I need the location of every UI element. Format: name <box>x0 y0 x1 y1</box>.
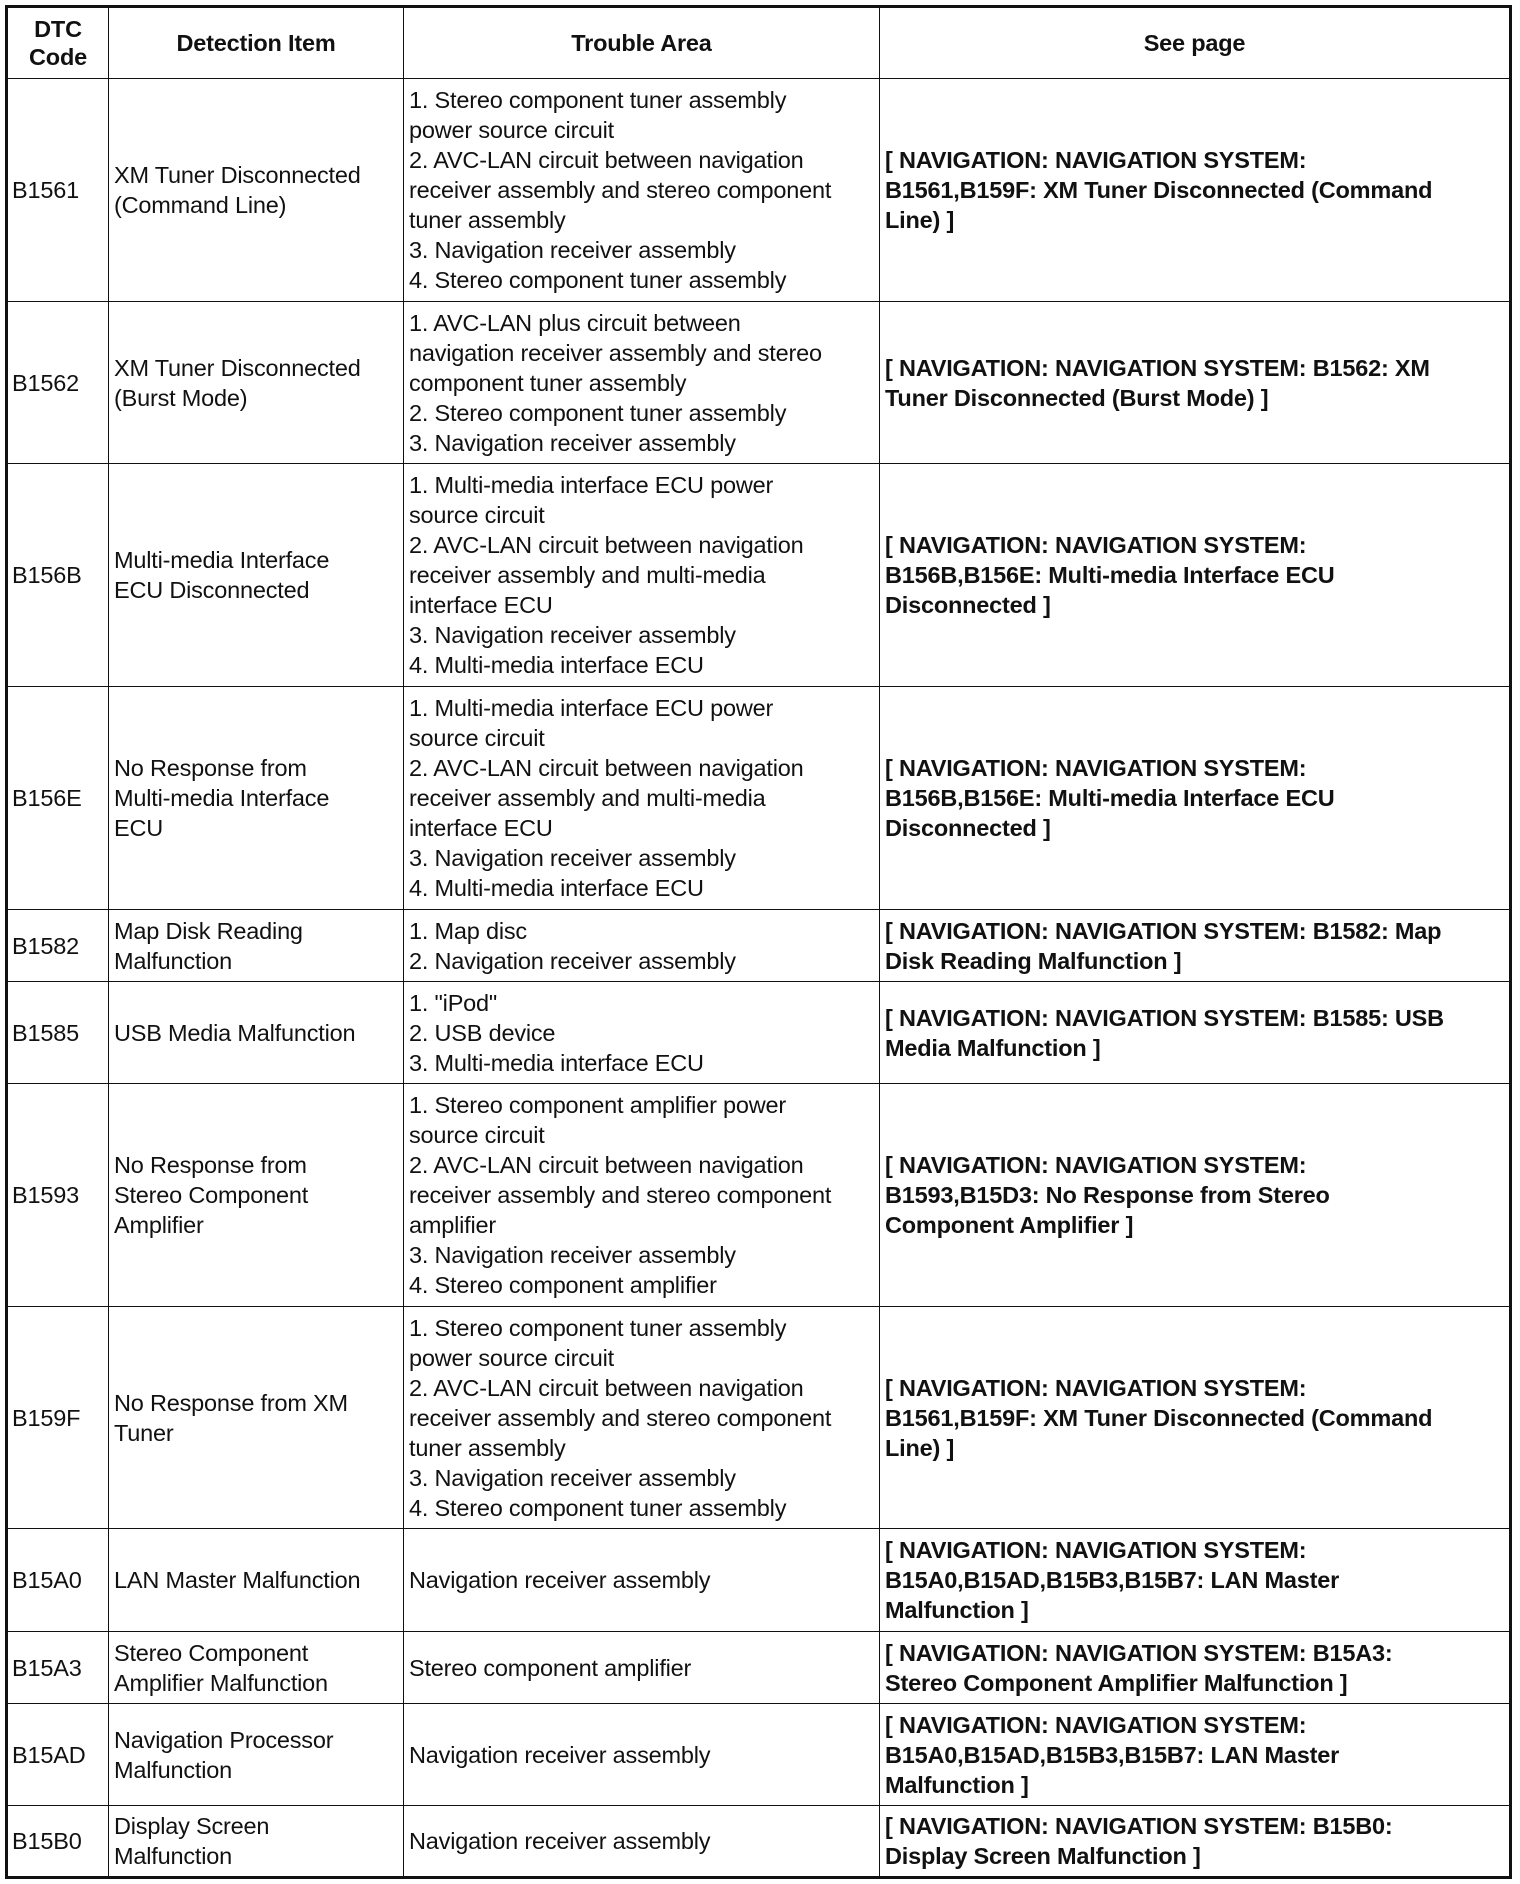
trouble-area-line: 1. Stereo component tuner assembly <box>409 87 787 113</box>
trouble-area-line: 2. AVC-LAN circuit between navigation <box>409 1152 804 1178</box>
trouble-area <box>404 79 880 302</box>
table-row <box>7 910 1511 982</box>
see-page-link-line: [ NAVIGATION: NAVIGATION SYSTEM: <box>885 1374 1307 1401</box>
detection-item-line: USB Media Malfunction <box>114 1019 356 1046</box>
see-page-link-line: Line) ] <box>885 207 955 233</box>
trouble-area-line: power source circuit <box>409 1344 614 1371</box>
trouble-area-line: power source circuit <box>409 117 614 143</box>
detection-item-line: Amplifier Malfunction <box>114 1669 328 1696</box>
see-page-link-line: [ NAVIGATION: NAVIGATION SYSTEM: <box>885 755 1307 781</box>
detection-item-line: Malfunction <box>114 947 232 974</box>
see-page-link-line: B1593,B15D3: No Response from Stereo <box>885 1182 1330 1208</box>
see-page-link-line: Tuner Disconnected (Burst Mode) ] <box>885 384 1269 411</box>
trouble-area-line: 4. Multi-media interface ECU <box>409 875 704 901</box>
trouble-area-line: 3. Navigation receiver assembly <box>409 1464 736 1491</box>
trouble-area-line: 4. Stereo component tuner assembly <box>409 267 787 293</box>
detection-item <box>109 302 404 464</box>
detection-item-line: Map Disk Reading <box>114 917 303 944</box>
detection-item-line: No Response from <box>114 1152 307 1178</box>
table-row <box>7 1529 1511 1632</box>
see-page-link[interactable] <box>880 1632 1511 1704</box>
dtc-code: B1562 <box>7 302 109 464</box>
detection-item-line: Display Screen <box>114 1813 270 1839</box>
dtc-code: B159F <box>7 1307 109 1529</box>
detection-item <box>109 1632 404 1704</box>
detection-item-line: ECU Disconnected <box>114 577 310 603</box>
table-row <box>7 79 1511 302</box>
trouble-area <box>404 687 880 910</box>
trouble-area-line: tuner assembly <box>409 207 566 233</box>
dtc-code: B15AD <box>7 1704 109 1806</box>
trouble-area-line: 1. Stereo component amplifier power <box>409 1092 787 1118</box>
trouble-area <box>404 1806 880 1878</box>
trouble-area-line: receiver assembly and stereo component <box>409 1404 832 1431</box>
detection-item-line: No Response from XM <box>114 1389 348 1416</box>
table-row <box>7 1632 1511 1704</box>
see-page-link-line: B156B,B156E: Multi-media Interface ECU <box>885 785 1335 811</box>
trouble-area-line: 3. Navigation receiver assembly <box>409 237 736 263</box>
trouble-area-line: 2. Navigation receiver assembly <box>409 947 736 974</box>
trouble-area-line: receiver assembly and multi-media <box>409 785 766 811</box>
trouble-area <box>404 1307 880 1529</box>
table-row <box>7 1806 1511 1878</box>
see-page-link-line: [ NAVIGATION: NAVIGATION SYSTEM: B1585: USB <box>885 1004 1444 1031</box>
trouble-area-line: Navigation receiver assembly <box>409 1567 711 1593</box>
trouble-area-line: component tuner assembly <box>409 369 687 396</box>
trouble-area-line: 3. Navigation receiver assembly <box>409 845 736 871</box>
detection-item-line: LAN Master Malfunction <box>114 1567 361 1593</box>
dtc-code: B1585 <box>7 982 109 1084</box>
detection-item-line: (Burst Mode) <box>114 384 248 411</box>
see-page-link-line: [ NAVIGATION: NAVIGATION SYSTEM: B1562: XM <box>885 354 1430 381</box>
trouble-area <box>404 982 880 1084</box>
trouble-area-line: navigation receiver assembly and stereo <box>409 339 822 366</box>
see-page-link-line: [ NAVIGATION: NAVIGATION SYSTEM: B15A3: <box>885 1639 1393 1666</box>
trouble-area-line: 3. Navigation receiver assembly <box>409 1242 736 1268</box>
see-page-link-line: B156B,B156E: Multi-media Interface ECU <box>885 562 1335 588</box>
header-trouble-area: Trouble Area <box>404 7 880 79</box>
trouble-area-line: interface ECU <box>409 592 553 618</box>
dtc-code: B1561 <box>7 79 109 302</box>
trouble-area-line: 3. Navigation receiver assembly <box>409 622 736 648</box>
see-page-link-line: [ NAVIGATION: NAVIGATION SYSTEM: <box>885 1537 1307 1563</box>
trouble-area <box>404 1632 880 1704</box>
trouble-area <box>404 1529 880 1632</box>
trouble-area-line: source circuit <box>409 502 545 528</box>
trouble-area-line: 3. Navigation receiver assembly <box>409 429 736 456</box>
see-page-link-line: Malfunction ] <box>885 1597 1029 1623</box>
detection-item-line: Malfunction <box>114 1843 232 1869</box>
trouble-area-line: 2. AVC-LAN circuit between navigation <box>409 1374 804 1401</box>
table-body <box>7 79 1511 1878</box>
trouble-area <box>404 464 880 687</box>
header-detection-item: Detection Item <box>109 7 404 79</box>
trouble-area-line: 1. Multi-media interface ECU power <box>409 472 774 498</box>
see-page-link[interactable] <box>880 1307 1511 1529</box>
trouble-area-line: source circuit <box>409 725 545 751</box>
header-row <box>7 7 1511 79</box>
dtc-table <box>5 5 1512 1879</box>
see-page-link-line: [ NAVIGATION: NAVIGATION SYSTEM: B15B0: <box>885 1813 1393 1839</box>
detection-item-line: Multi-media Interface <box>114 547 330 573</box>
trouble-area-line: interface ECU <box>409 815 553 841</box>
detection-item <box>109 1704 404 1806</box>
dtc-code: B15B0 <box>7 1806 109 1878</box>
detection-item-line: Malfunction <box>114 1756 232 1783</box>
see-page-link[interactable] <box>880 302 1511 464</box>
table-row <box>7 464 1511 687</box>
table-row <box>7 687 1511 910</box>
dtc-code: B15A0 <box>7 1529 109 1632</box>
trouble-area-line: 2. AVC-LAN circuit between navigation <box>409 532 804 558</box>
detection-item-line: Navigation Processor <box>114 1726 334 1753</box>
table-row <box>7 302 1511 464</box>
detection-item <box>109 1806 404 1878</box>
see-page-link[interactable] <box>880 982 1511 1084</box>
detection-item <box>109 982 404 1084</box>
trouble-area-line: 1. Map disc <box>409 917 527 944</box>
detection-item-line: Amplifier <box>114 1212 204 1238</box>
detection-item <box>109 1529 404 1632</box>
table-row <box>7 1704 1511 1806</box>
table-row <box>7 1307 1511 1529</box>
trouble-area-line: 2. USB device <box>409 1019 556 1046</box>
header-dtc-line: DTC <box>34 16 82 42</box>
trouble-area-line: 4. Stereo component tuner assembly <box>409 1494 787 1521</box>
trouble-area-line: Navigation receiver assembly <box>409 1741 711 1768</box>
header-see-page: See page <box>880 7 1511 79</box>
see-page-link-line: [ NAVIGATION: NAVIGATION SYSTEM: <box>885 532 1307 558</box>
see-page-link-line: Line) ] <box>885 1434 955 1461</box>
see-page-link[interactable] <box>880 1084 1511 1307</box>
detection-item-line: ECU <box>114 815 164 841</box>
see-page-link-line: Component Amplifier ] <box>885 1212 1134 1238</box>
trouble-area-line: 2. Stereo component tuner assembly <box>409 399 787 426</box>
trouble-area <box>404 302 880 464</box>
see-page-link[interactable] <box>880 1529 1511 1632</box>
table-row <box>7 1084 1511 1307</box>
trouble-area <box>404 910 880 982</box>
detection-item <box>109 910 404 982</box>
see-page-link-line: [ NAVIGATION: NAVIGATION SYSTEM: <box>885 1711 1307 1738</box>
dtc-code: B156B <box>7 464 109 687</box>
dtc-code: B15A3 <box>7 1632 109 1704</box>
see-page-link-line: B15A0,B15AD,B15B3,B15B7: LAN Master <box>885 1567 1340 1593</box>
see-page-link-line: [ NAVIGATION: NAVIGATION SYSTEM: <box>885 147 1307 173</box>
see-page-link-line: B1561,B159F: XM Tuner Disconnected (Command <box>885 1404 1433 1431</box>
trouble-area-line: tuner assembly <box>409 1434 566 1461</box>
see-page-link-line: B1561,B159F: XM Tuner Disconnected (Command <box>885 177 1433 203</box>
see-page-link-line: Disconnected ] <box>885 592 1051 618</box>
trouble-area-line: Stereo component amplifier <box>409 1654 692 1681</box>
see-page-link-line: B15A0,B15AD,B15B3,B15B7: LAN Master <box>885 1741 1340 1768</box>
detection-item-line: Multi-media Interface <box>114 785 330 811</box>
trouble-area-line: 4. Multi-media interface ECU <box>409 652 704 678</box>
dtc-code: B156E <box>7 687 109 910</box>
trouble-area-line: receiver assembly and stereo component <box>409 177 832 203</box>
detection-item-line: XM Tuner Disconnected <box>114 162 361 188</box>
trouble-area-line: 1. "iPod" <box>409 989 498 1016</box>
see-page-link[interactable] <box>880 1704 1511 1806</box>
see-page-link[interactable] <box>880 687 1511 910</box>
see-page-link-line: Disk Reading Malfunction ] <box>885 947 1182 974</box>
see-page-link[interactable] <box>880 910 1511 982</box>
detection-item-line: Stereo Component <box>114 1182 309 1208</box>
detection-item-line: No Response from <box>114 755 307 781</box>
see-page-link-line: Malfunction ] <box>885 1771 1029 1798</box>
trouble-area-line: 3. Multi-media interface ECU <box>409 1049 704 1076</box>
detection-item <box>109 1307 404 1529</box>
trouble-area-line: 1. Stereo component tuner assembly <box>409 1314 787 1341</box>
detection-item-line: Tuner <box>114 1419 174 1446</box>
detection-item <box>109 79 404 302</box>
dtc-code: B1582 <box>7 910 109 982</box>
dtc-code: B1593 <box>7 1084 109 1307</box>
detection-item-line: Stereo Component <box>114 1639 309 1666</box>
trouble-area-line: 1. Multi-media interface ECU power <box>409 695 774 721</box>
header-code-line: Code <box>29 44 87 70</box>
trouble-area-line: receiver assembly and multi-media <box>409 562 766 588</box>
detection-item <box>109 464 404 687</box>
trouble-area-line: 2. AVC-LAN circuit between navigation <box>409 147 804 173</box>
detection-item-line: (Command Line) <box>114 192 287 218</box>
see-page-link[interactable] <box>880 1806 1511 1878</box>
trouble-area-line: Navigation receiver assembly <box>409 1828 711 1854</box>
header-dtc-code <box>7 7 109 79</box>
table-row <box>7 982 1511 1084</box>
trouble-area-line: source circuit <box>409 1122 545 1148</box>
trouble-area-line: 1. AVC-LAN plus circuit between <box>409 309 741 336</box>
see-page-link-line: [ NAVIGATION: NAVIGATION SYSTEM: B1582: Map <box>885 917 1442 944</box>
trouble-area-line: amplifier <box>409 1212 497 1238</box>
trouble-area-line: 4. Stereo component amplifier <box>409 1272 717 1298</box>
see-page-link-line: Stereo Component Amplifier Malfunction ] <box>885 1669 1348 1696</box>
see-page-link-line: Media Malfunction ] <box>885 1034 1101 1061</box>
detection-item-line: XM Tuner Disconnected <box>114 354 361 381</box>
see-page-link-line: Disconnected ] <box>885 815 1051 841</box>
detection-item <box>109 687 404 910</box>
see-page-link-line: Display Screen Malfunction ] <box>885 1843 1201 1869</box>
trouble-area-line: receiver assembly and stereo component <box>409 1182 832 1208</box>
see-page-link[interactable] <box>880 79 1511 302</box>
trouble-area <box>404 1084 880 1307</box>
see-page-link-line: [ NAVIGATION: NAVIGATION SYSTEM: <box>885 1152 1307 1178</box>
see-page-link[interactable] <box>880 464 1511 687</box>
trouble-area-line: 2. AVC-LAN circuit between navigation <box>409 755 804 781</box>
trouble-area <box>404 1704 880 1806</box>
detection-item <box>109 1084 404 1307</box>
